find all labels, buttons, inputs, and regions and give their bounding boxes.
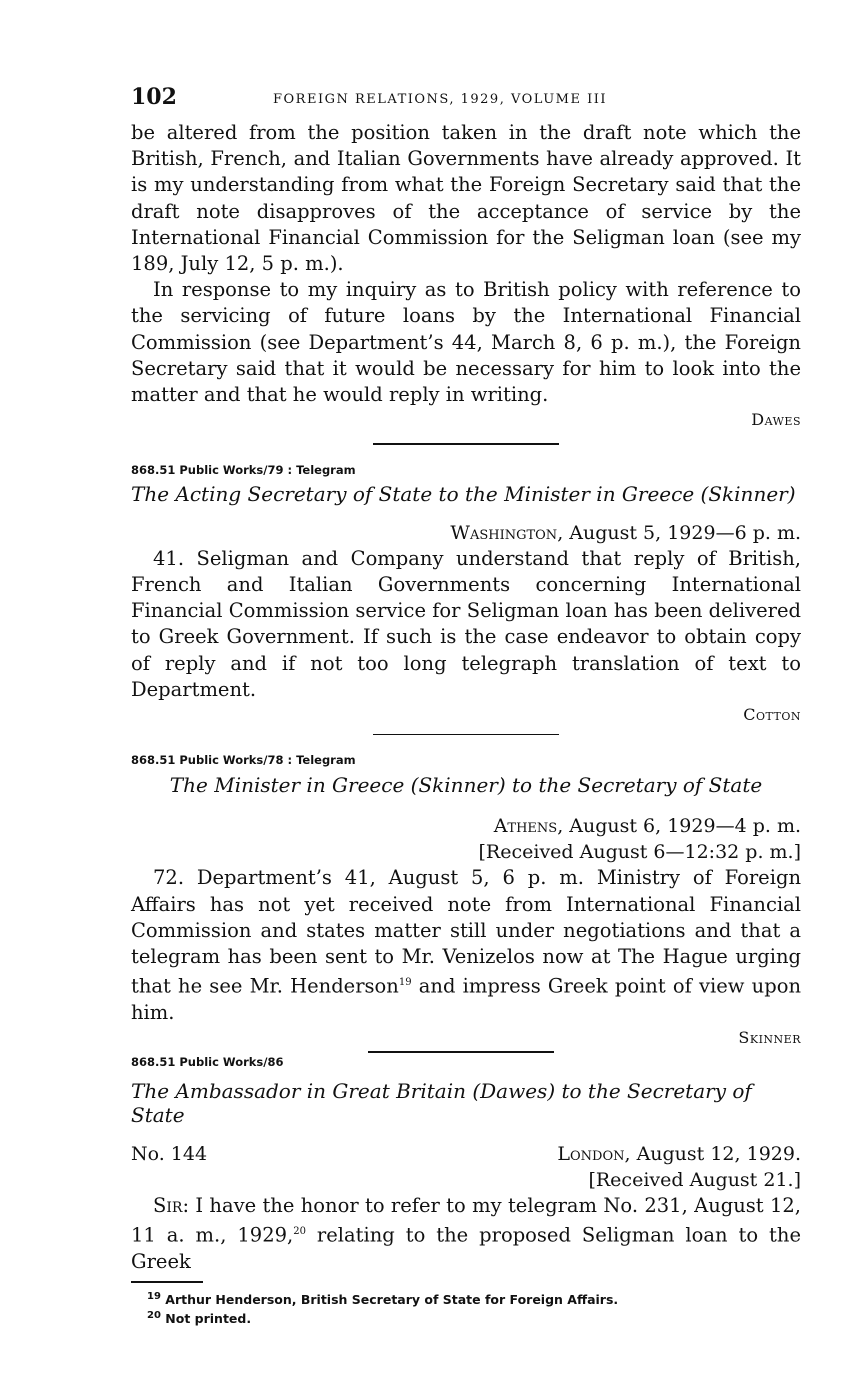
received-line: [Received August 21.] xyxy=(588,1169,801,1192)
document-title: The Ambassador in Great Britain (Dawes) to the Secretary of State xyxy=(131,1079,752,1128)
document-page xyxy=(131,84,801,1327)
body-paragraph: be altered from the position taken in the draft note which the British, French, and Italian Governments have already approved. It is my understanding from what the Foreign Secretary said that the draft note disapproves of the acceptance of service by the International Financial Commission for the Seligman loan (see my 189, July 12, 5 p. m.). xyxy=(131,121,801,276)
running-head xyxy=(131,84,801,120)
footnote-ref[interactable]: 19 xyxy=(398,977,412,989)
document-title: The Minister in Greece (Skinner) to the Secretary of State xyxy=(169,773,763,798)
document-title: The Acting Secretary of State to the Minister in Greece (Skinner) xyxy=(131,481,796,506)
page-number: 102 xyxy=(131,84,177,110)
telegram-text: 72. Department’s 41, August 5, 6 p. m. Ministry of Foreign Affairs has not yet received note from International Financial Commission and states matter still under negotiations and that a telegram has been sent to Mr. Venizelos now at The Hague urging that he see Mr. Henderson$^{19}$ and impress Greek point of view upon him. xyxy=(131,866,802,1024)
dateline: London, August 12, 1929. xyxy=(557,1143,801,1166)
received-line: [Received August 6—12:32 p. m.] xyxy=(478,841,801,864)
footnote-ref[interactable]: 20 xyxy=(293,1226,306,1238)
section-divider xyxy=(368,1051,554,1053)
file-reference: 868.51 Public Works/79 : Telegram xyxy=(131,462,356,477)
file-reference: 868.51 Public Works/86 xyxy=(131,1055,284,1070)
dateline: Athens, August 6, 1929—4 p. m. xyxy=(493,815,801,838)
signature: Dawes xyxy=(751,410,801,430)
letter-heading xyxy=(131,1141,801,1167)
running-title: FOREIGN RELATIONS, 1929, VOLUME III xyxy=(273,92,607,107)
signature: Skinner xyxy=(738,1028,801,1048)
footnote: $^{20}$ Not printed. xyxy=(147,1309,252,1327)
telegram-text: 41. Seligman and Company understand that reply of British, French and Italian Governments concerning International Financial Commission service for Seligman loan has been delivered to Greek Government. If such is the case endeavor to obtain copy of reply and if not too long telegraph translation of text to Department. xyxy=(131,546,801,701)
body-paragraph: In response to my inquiry as to British policy with reference to the servicing of future loans by the International Financial Commission (see Department’s 44, March 8, 6 p. m.), the Foreign Secretary said that it would be necessary for him to look into the matter and that he would reply in writing. xyxy=(131,278,801,407)
signature: Cotton xyxy=(743,704,801,724)
footnote: $^{19}$ Arthur Henderson, British Secretary of State for Foreign Affairs. xyxy=(147,1290,619,1307)
file-reference: 868.51 Public Works/78 : Telegram xyxy=(131,753,356,768)
dateline: Washington, August 5, 1929—6 p. m. xyxy=(450,521,801,544)
letter-text: Sir: I have the honor to refer to my telegram No. 231, August 12, 11 a. m., 1929,20 relating to the proposed Seligman loan to the Greek xyxy=(131,1194,801,1274)
letter-number: No. 144 xyxy=(131,1143,208,1166)
